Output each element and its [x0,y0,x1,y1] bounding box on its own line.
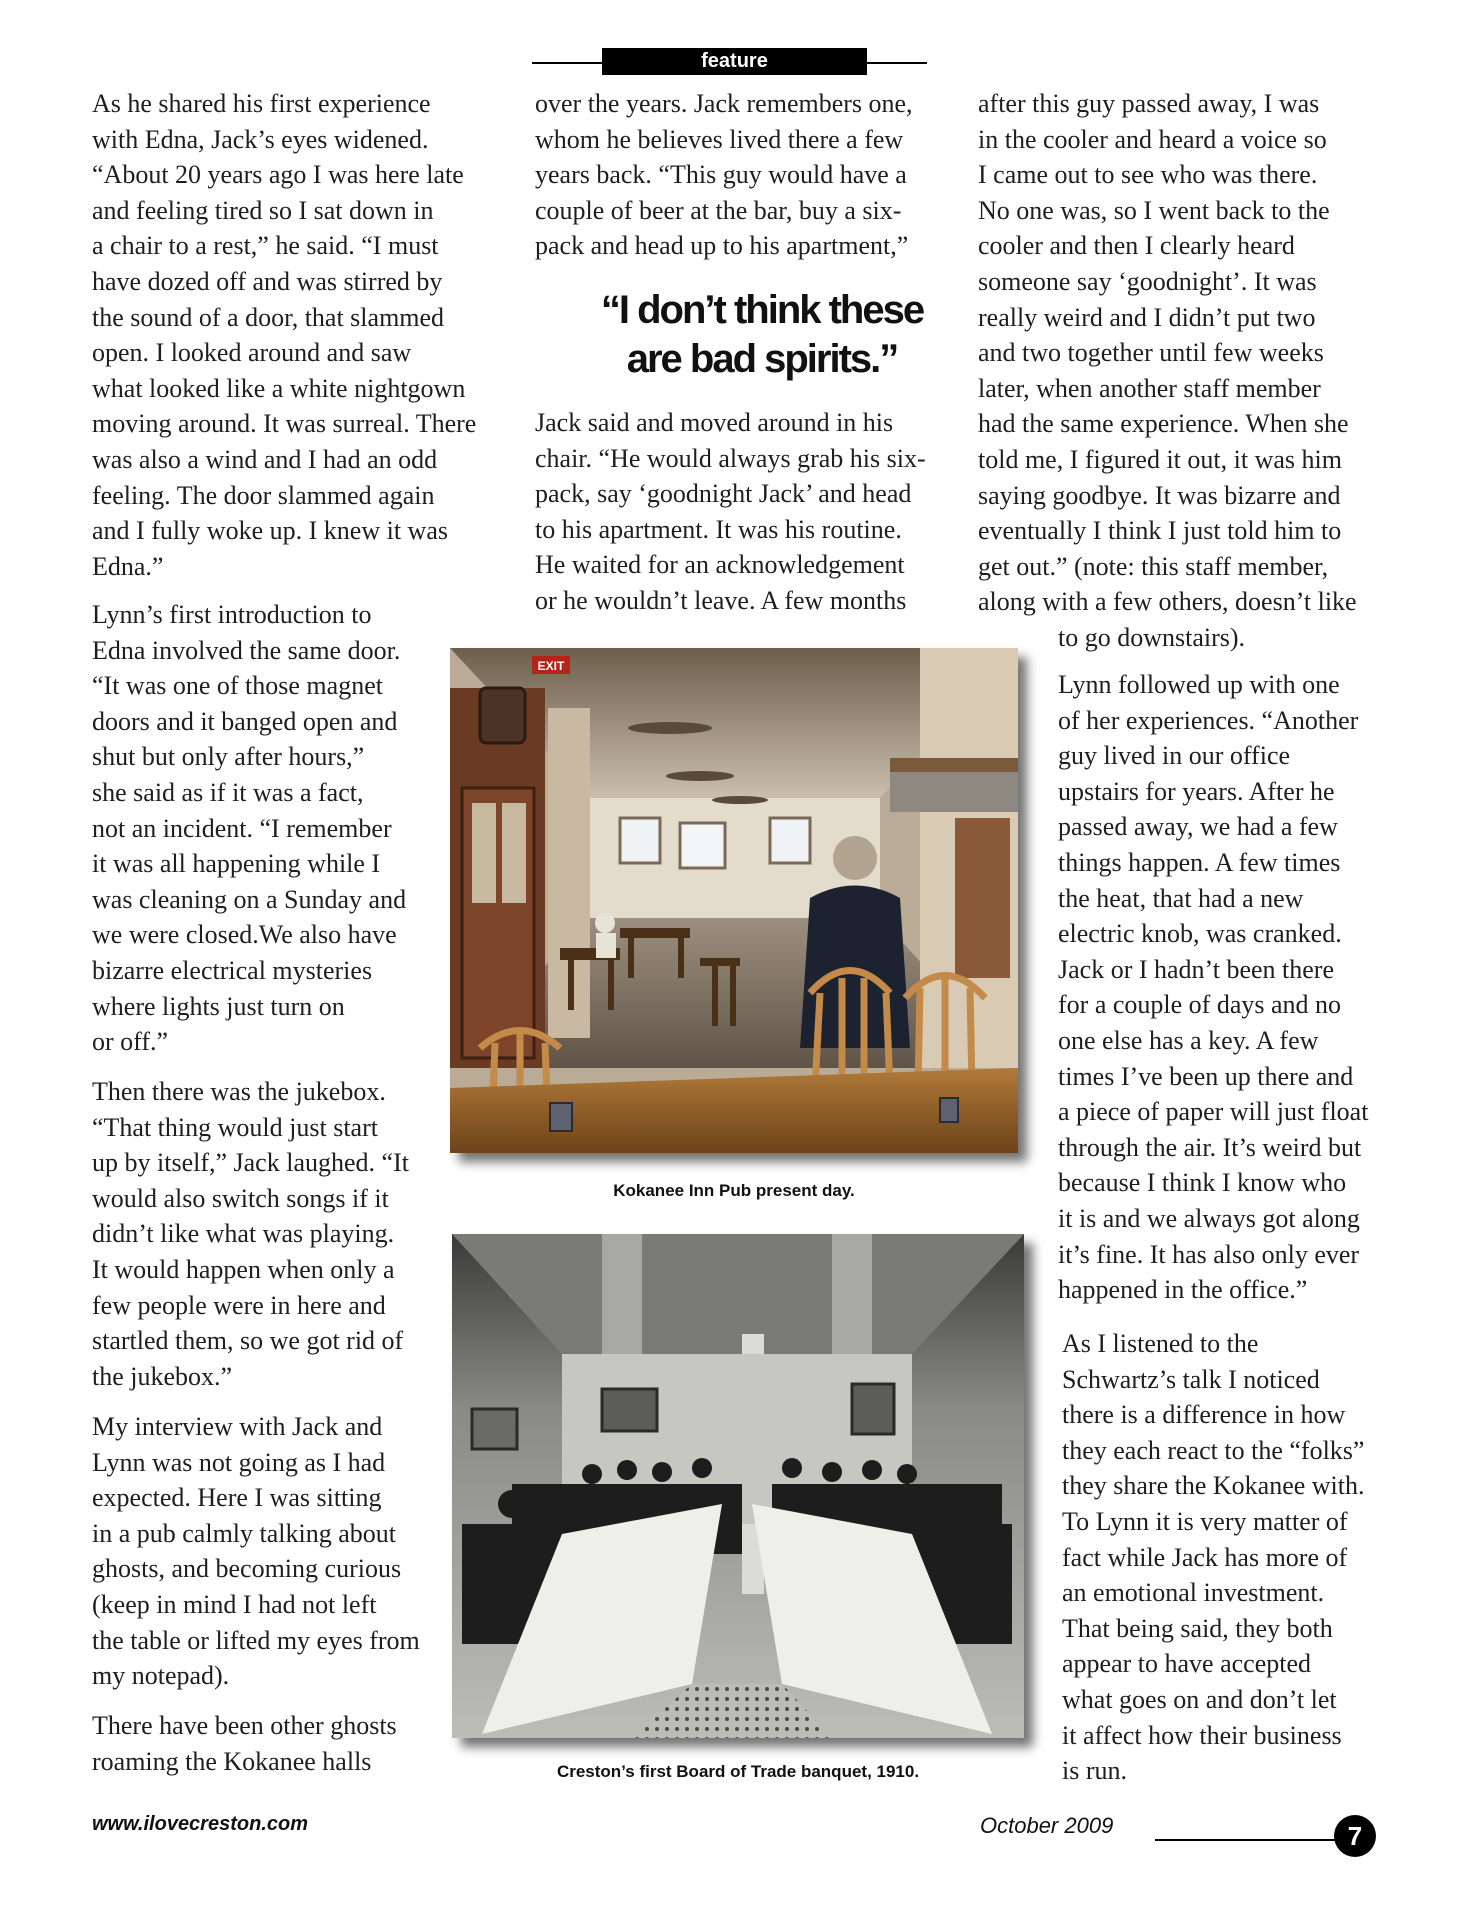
text-line: pack, say ‘goodnight Jack’ and head [535,479,912,509]
text-line: Edna.” [92,551,164,581]
text-line: Lynn followed up with one [1058,670,1340,699]
text-line: and feeling tired so I sat down in [92,195,434,225]
col2-paragraph-2 [535,405,926,619]
text-line: (keep in mind I had not left [92,1589,377,1619]
text-line: “About 20 years ago I was here late [92,160,464,190]
text-line: expected. Here I was sitting [92,1483,382,1513]
text-line: over the years. Jack remembers one, [535,89,913,118]
text-line: Jack said and moved around in his [535,408,894,437]
text-line: they share the Kokanee with. [1062,1471,1365,1501]
col1-paragraph-3 [92,1074,409,1394]
page-number: 7 [1334,1815,1376,1857]
text-line: told me, I figured it out, it was him [978,444,1342,474]
text-line: whom he believes lived there a few [535,124,904,154]
text-line: “That thing would just start [92,1112,378,1142]
text-line: of her experiences. “Another [1058,705,1359,735]
text-line: appear to have accepted [1062,1649,1312,1679]
text-line: ghosts, and becoming curious [92,1554,402,1584]
text-line: As he shared his first experience [92,89,431,118]
text-line: He waited for an acknowledgement [535,550,905,580]
text-line: shut but only after hours,” [92,742,365,772]
pull-quote [535,286,989,384]
text-line: To Lynn it is very matter of [1062,1506,1348,1536]
footer-website: www.ilovecreston.com [92,1813,308,1835]
bottom-photo-caption: Creston’s first Board of Trade banquet, 1910. [556,1762,920,1781]
text-line: No one was, so I went back to the [978,195,1330,225]
text-line: through the air. It’s weird but [1058,1132,1362,1162]
header-rule-left [532,62,607,64]
text-line: passed away, we had a few [1058,812,1338,842]
text-line: and two together until few weeks [978,338,1324,368]
text-line: the heat, that had a new [1058,883,1304,913]
text-line: was cleaning on a Sunday and [92,884,407,914]
text-line: I came out to see who was there. [978,160,1318,190]
text-line: cooler and then I clearly heard [978,231,1295,261]
text-line: not an incident. “I remember [92,813,392,843]
col3-paragraph-1 [978,86,1357,620]
text-line: because I think I know who [1058,1168,1347,1198]
text-line: it is and we always got along [1058,1203,1360,1233]
text-line: what looked like a white nightgown [92,373,466,403]
text-line: electric knob, was cranked. [1058,919,1342,949]
text-line: saying goodbye. It was bizarre and [978,480,1341,510]
text-line: she said as if it was a fact, [92,777,364,807]
text-line: my notepad). [92,1661,230,1691]
text-line: startled them, so we got rid of [92,1326,404,1356]
text-line: get out.” (note: this staff member, [978,551,1329,581]
text-line: Schwartz’s talk I noticed [1062,1364,1320,1394]
text-line: have dozed off and was stirred by [92,266,443,296]
top-photo-caption: Kokanee Inn Pub present day. [613,1181,855,1200]
text-line: later, when another staff member [978,373,1321,403]
text-line: someone say ‘goodnight’. It was [978,266,1317,296]
banquet-1910-photo [452,1234,1024,1738]
col2-paragraph-1 [535,86,913,264]
text-line: had the same experience. When she [978,409,1349,439]
text-line: guy lived in our office [1058,741,1291,771]
text-line: couple of beer at the bar, buy a six- [535,195,902,225]
text-line: the jukebox.” [92,1361,233,1391]
text-line: There have been other ghosts [92,1711,397,1740]
text-line: an emotional investment. [1062,1578,1325,1608]
text-line: a piece of paper will just float [1058,1097,1369,1127]
banquet-illustration [452,1234,1024,1738]
text-line: open. I looked around and saw [92,338,412,368]
text-line: “I don’t think these [600,288,924,332]
text-line: where lights just turn on [92,991,345,1021]
col1-paragraph-1 [92,86,476,584]
text-line: for a couple of days and no [1058,990,1342,1020]
text-line: Then there was the jukebox. [92,1077,386,1106]
text-line: Lynn’s first introduction to [92,600,372,629]
text-line: feeling. The door slammed again [92,480,435,510]
col3-paragraph-1-end [1058,620,1245,656]
text-line: is run. [1062,1756,1127,1786]
text-line: it’s fine. It has also only ever [1058,1239,1360,1269]
text-line: one else has a key. A few [1058,1025,1319,1055]
text-line: My interview with Jack and [92,1412,383,1441]
text-line: As I listened to the [1062,1329,1259,1358]
text-line: we were closed.We also have [92,920,397,950]
footer-date: October 2009 [980,1813,1114,1838]
exit-sign-text: EXIT [537,659,565,673]
text-line: or off.” [92,1027,169,1057]
pub-present-day-photo [450,648,1018,1153]
text-line: was also a wind and I had an odd [92,444,438,474]
text-line: pack and head up to his apartment,” [535,231,909,261]
text-line: the table or lifted my eyes from [92,1625,420,1655]
text-line: what goes on and don’t let [1062,1684,1337,1714]
col3-paragraph-2 [1058,667,1368,1308]
text-line: few people were in here and [92,1290,386,1320]
text-line: to his apartment. It was his routine. [535,514,902,544]
text-line: things happen. A few times [1058,847,1341,877]
text-line: up by itself,” Jack laughed. “It [92,1148,409,1178]
text-line: are bad spirits.” [626,337,898,381]
text-line: after this guy passed away, I was [978,89,1320,118]
text-line: Lynn was not going as I had [92,1447,386,1477]
col1-paragraph-5 [92,1708,397,1779]
section-label: feature [602,48,867,75]
text-line: they each react to the “folks” [1062,1435,1365,1465]
text-line: to go downstairs). [1058,623,1246,652]
text-line: it affect how their business [1062,1720,1342,1750]
text-line: upstairs for years. After he [1058,776,1335,806]
footer-rule [1155,1839,1355,1841]
text-line: happened in the office.” [1058,1275,1308,1305]
text-line: with Edna, Jack’s eyes widened. [92,124,429,154]
text-line: it was all happening while I [92,849,381,879]
col1-paragraph-4 [92,1409,420,1694]
text-line: moving around. It was surreal. There [92,409,477,439]
text-line: times I’ve been up there and [1058,1061,1354,1091]
text-line: or he wouldn’t leave. A few months [535,585,907,615]
text-line: Jack or I hadn’t been there [1058,954,1335,984]
col3-paragraph-3 [1062,1326,1365,1789]
text-line: really weird and I didn’t put two [978,302,1316,332]
text-line: there is a difference in how [1062,1400,1346,1430]
col1-paragraph-2 [92,597,406,1060]
text-line: in the cooler and heard a voice so [978,124,1327,154]
header-rule-right [862,62,927,64]
text-line: bizarre electrical mysteries [92,955,373,985]
text-line: “It was one of those magnet [92,671,383,701]
text-line: in a pub calmly talking about [92,1518,396,1548]
text-line: and I fully woke up. I knew it was [92,516,448,546]
text-line: chair. “He would always grab his six- [535,443,926,473]
text-line: eventually I think I just told him to [978,516,1342,546]
text-line: That being said, they both [1062,1613,1333,1643]
text-line: Edna involved the same door. [92,635,401,665]
text-line: It would happen when only a [92,1254,395,1284]
text-line: a chair to a rest,” he said. “I must [92,231,439,261]
text-line: would also switch songs if it [92,1183,389,1213]
text-line: doors and it banged open and [92,706,398,736]
text-line: fact while Jack has more of [1062,1542,1348,1572]
text-line: didn’t like what was playing. [92,1219,395,1249]
text-line: years back. “This guy would have a [535,160,907,190]
text-line: the sound of a door, that slammed [92,302,445,332]
pub-interior-illustration [450,648,1018,1153]
text-line: roaming the Kokanee halls [92,1746,372,1776]
text-line: along with a few others, doesn’t like [978,587,1357,617]
